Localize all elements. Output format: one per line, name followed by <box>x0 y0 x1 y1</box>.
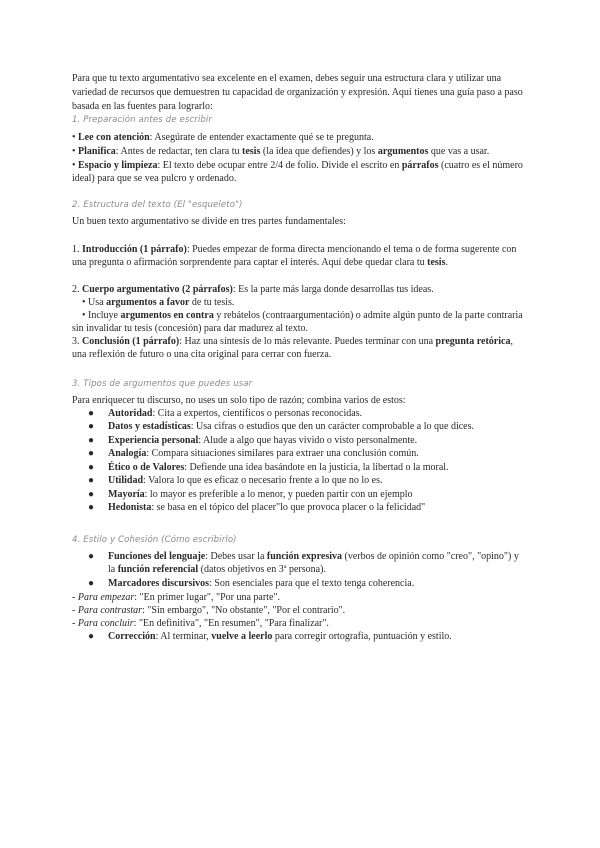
list-item: Hedonista: se basa en el tópico del placer"lo que provoca placer o la felicidad" <box>108 502 426 513</box>
list-bullet: ● <box>88 448 95 459</box>
s2-item-3: 3. Conclusión (1 párrafo): Haz una síntesis de lo más relevante. Puedes terminar con una pregunta retórica, <box>72 336 513 347</box>
list-bullet: ● <box>88 551 95 562</box>
s4-marker-start: - Para empezar: "En primer lugar", "Por una parte". <box>72 592 280 603</box>
s4-marker-contrast: - Para contrastar: "Sin embargo", "No obstante", "Por el contrario". <box>72 605 346 616</box>
list-bullet: ● <box>88 462 95 473</box>
s2-item-2-sub-2: • Incluye argumentos en contra y rebátelos (contraargumentación) o admite algún punto de la parte contraria <box>82 310 523 321</box>
list-bullet: ● <box>88 435 95 446</box>
list-bullet: ● <box>88 421 95 432</box>
list-item: Utilidad: Valora lo que es eficaz o necesario frente a lo que no lo es. <box>108 475 383 486</box>
s1-bullet-2: • Planifica: Antes de redactar, ten clara tu tesis (la idea que defiendes) y los argumentos que vas a usar. <box>72 146 490 157</box>
s2-item-2: 2. Cuerpo argumentativo (2 párrafos): Es la parte más larga donde desarrollas tus ideas. <box>72 284 434 295</box>
s2-lead: Un buen texto argumentativo se divide en tres partes fundamentales: <box>72 216 346 227</box>
list-item: Datos y estadísticas: Usa cifras o estudios que den un carácter comprobable a lo que dices. <box>108 421 475 432</box>
s1-bullet-3-cont: ideal) para que se vea pulcro y ordenado. <box>72 173 237 184</box>
s4-marker-conclude: - Para concluir: "En definitiva", "En resumen", "Para finalizar". <box>72 618 329 629</box>
s2-item-1: 1. Introducción (1 párrafo): Puedes empezar de forma directa mencionando el tema o de forma sugerente con <box>72 244 517 255</box>
list-bullet: ● <box>88 475 95 486</box>
intro-line-3: basada en las fuentes para lograrlo: <box>72 101 213 112</box>
s4-item-markers: Marcadores discursivos: Son esenciales para que el texto tenga coherencia. <box>108 578 415 589</box>
s2-item-2-sub-1: • Usa argumentos a favor de tu tesis. <box>82 297 235 308</box>
list-bullet: ● <box>88 502 95 513</box>
s4-item-functions: Funciones del lenguaje: Debes usar la función expresiva (verbos de opinión como "creo", "opino") y <box>108 551 519 562</box>
section-3-heading: 3. Tipos de argumentos que puedes usar <box>72 379 253 389</box>
section-1-heading: 1. Preparación antes de escribir <box>72 115 213 125</box>
list-item: Experiencia personal: Alude a algo que hayas vivido o visto personalmente. <box>108 435 418 446</box>
list-item: Ético o de Valores: Defiende una idea basándote en la justicia, la libertad o la moral. <box>108 462 449 473</box>
intro-line-2: variedad de recursos que demuestren tu capacidad de organización y expresión. Aquí tienes una guía paso a paso <box>72 87 523 98</box>
s1-bullet-3: • Espacio y limpieza: El texto debe ocupar entre 2/4 de folio. Divide el escrito en párrafos (cuatro es el número <box>72 160 523 171</box>
s2-item-3-cont: una reflexión de futuro o una cita original para cerrar con fuerza. <box>72 349 332 360</box>
section-2-heading: 2. Estructura del texto (El "esqueleto") <box>72 200 243 210</box>
intro-line-1: Para que tu texto argumentativo sea excelente en el examen, debes seguir una estructura clara y utilizar una <box>72 73 502 84</box>
s3-lead: Para enriquecer tu discurso, no uses un solo tipo de razón; combina varios de estos: <box>72 395 406 406</box>
s4-item-functions-cont: la función referencial (datos objetivos en 3ª persona). <box>108 564 326 575</box>
s2-item-1-cont: una pregunta o afirmación sorprendente para captar el interés. Aquí debe quedar clara tu tesis. <box>72 257 448 268</box>
list-item: Autoridad: Cita a expertos, científicos o personas reconocidas. <box>108 408 363 419</box>
s2-item-2-sub-2-cont: sin invalidar tu tesis (concesión) para dar madurez al texto. <box>72 323 309 334</box>
list-item: Analogía: Compara situaciones similares para extraer una conclusión común. <box>108 448 419 459</box>
s1-bullet-1: • Lee con atención: Asegúrate de entender exactamente qué se te pregunta. <box>72 132 374 143</box>
section-4-heading: 4. Estilo y Cohesión (Cómo escribirlo) <box>72 535 237 545</box>
list-bullet: ● <box>88 489 95 500</box>
list-item: Mayoría: lo mayor es preferible a lo menor, y pueden partir con un ejemplo <box>108 489 413 500</box>
list-bullet: ● <box>88 631 95 642</box>
s4-item-correction: Corrección: Al terminar, vuelve a leerlo para corregir ortografía, puntuación y estilo. <box>108 631 452 642</box>
list-bullet: ● <box>88 408 95 419</box>
list-bullet: ● <box>88 578 95 589</box>
